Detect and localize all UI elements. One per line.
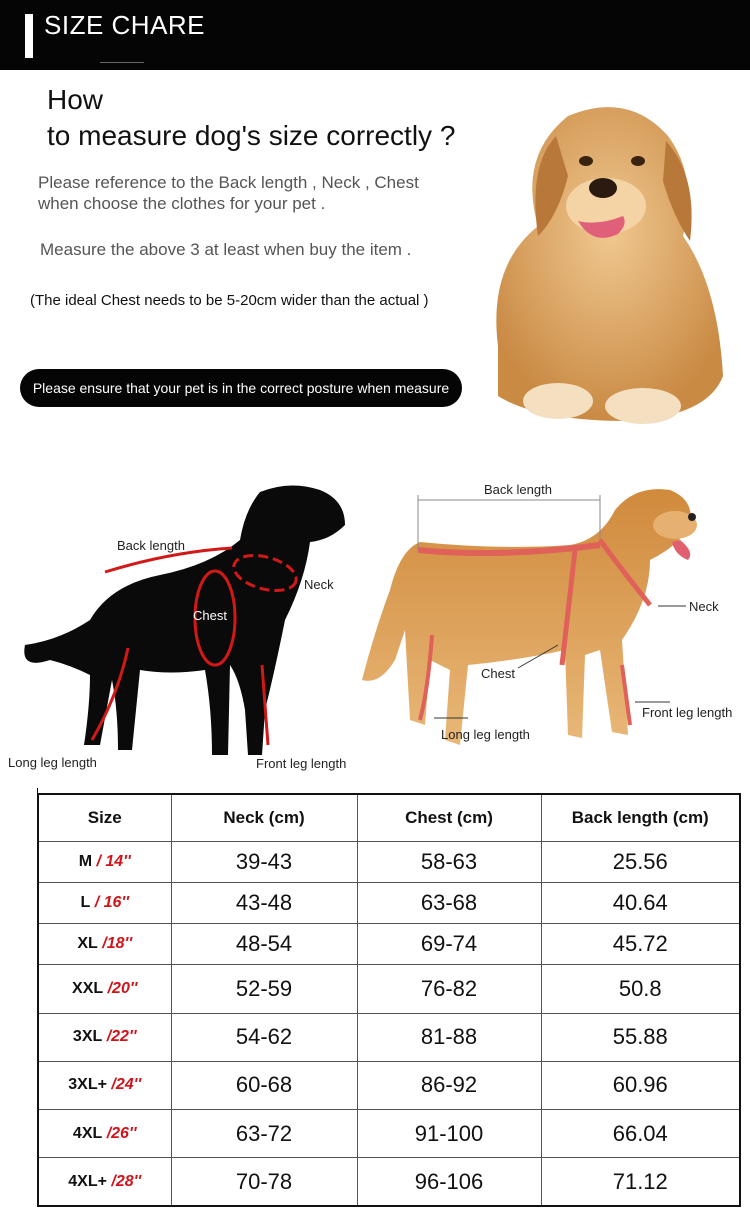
neck-cell: 39-43 xyxy=(171,842,357,883)
size-inch-label: /22'' xyxy=(102,1028,137,1046)
size-cell xyxy=(38,1013,171,1061)
size-cell xyxy=(38,965,171,1013)
size-label: M xyxy=(78,853,93,871)
neck-cell: 52-59 xyxy=(171,965,357,1013)
header-back-length: Back length (cm) xyxy=(541,794,740,842)
neck-cell: 48-54 xyxy=(171,924,357,965)
size-label: 3XL+ xyxy=(68,1076,107,1094)
left-back-length-label: Back length xyxy=(117,538,185,553)
back-length-cell: 71.12 xyxy=(541,1158,740,1206)
right-chest-label: Chest xyxy=(481,666,515,681)
header-bar xyxy=(0,0,750,70)
table-row xyxy=(38,924,740,965)
size-cell xyxy=(38,1061,171,1109)
chest-cell: 96-106 xyxy=(357,1158,541,1206)
chest-cell: 63-68 xyxy=(357,883,541,924)
table-header-row xyxy=(38,794,740,842)
chest-cell: 58-63 xyxy=(357,842,541,883)
size-inch-label: /28'' xyxy=(106,1172,142,1190)
reference-line1: Please reference to the Back length , Neck , Chest xyxy=(38,173,419,192)
measured-dog-diagram xyxy=(350,470,750,780)
size-chart-table-wrapper xyxy=(37,793,739,1207)
table-row xyxy=(38,1110,740,1158)
size-cell xyxy=(38,842,171,883)
size-cell xyxy=(38,1158,171,1206)
chest-cell: 86-92 xyxy=(357,1061,541,1109)
header-underline xyxy=(100,62,144,63)
reference-paragraph xyxy=(38,172,419,214)
left-long-leg-label: Long leg length xyxy=(8,755,97,770)
left-neck-label: Neck xyxy=(304,577,334,592)
golden-retriever-photo xyxy=(478,96,740,436)
back-length-cell: 50.8 xyxy=(541,965,740,1013)
header-neck: Neck (cm) xyxy=(171,794,357,842)
page-title: SIZE CHARE xyxy=(44,10,206,40)
size-cell xyxy=(38,1110,171,1158)
size-inch-label: /18'' xyxy=(97,935,133,953)
size-label: 4XL xyxy=(72,1124,103,1142)
size-cell xyxy=(38,924,171,965)
size-label: XL xyxy=(77,935,98,953)
posture-notice-pill: Please ensure that your pet is in the correct posture when measure xyxy=(20,369,462,407)
back-length-cell: 25.56 xyxy=(541,842,740,883)
size-label: 4XL+ xyxy=(68,1172,107,1190)
back-length-cell: 40.64 xyxy=(541,883,740,924)
table-row xyxy=(38,965,740,1013)
left-front-leg-label: Front leg length xyxy=(256,756,347,771)
neck-cell: 60-68 xyxy=(171,1061,357,1109)
header-chest: Chest (cm) xyxy=(357,794,541,842)
back-length-cell: 60.96 xyxy=(541,1061,740,1109)
back-length-cell: 66.04 xyxy=(541,1110,740,1158)
left-chest-label: Chest xyxy=(193,608,227,623)
dog-silhouette-diagram xyxy=(0,470,370,780)
table-row xyxy=(38,1013,740,1061)
size-label: 3XL xyxy=(72,1028,103,1046)
chest-cell: 91-100 xyxy=(357,1110,541,1158)
size-label: L xyxy=(80,894,91,912)
size-inch-label: / 14'' xyxy=(92,853,131,871)
back-length-cell: 45.72 xyxy=(541,924,740,965)
header-accent-bar xyxy=(25,14,33,58)
right-long-leg-label: Long leg length xyxy=(441,727,530,742)
table-row xyxy=(38,883,740,924)
how-heading-line2: to measure dog's size correctly ? xyxy=(47,120,456,151)
how-heading-line1: How xyxy=(47,84,104,115)
chest-note: (The ideal Chest needs to be 5-20cm wider than the actual ) xyxy=(30,292,429,309)
right-back-length-label: Back length xyxy=(484,482,552,497)
back-length-cell: 55.88 xyxy=(541,1013,740,1061)
table-row xyxy=(38,842,740,883)
neck-cell: 63-72 xyxy=(171,1110,357,1158)
neck-cell: 54-62 xyxy=(171,1013,357,1061)
size-inch-label: /26'' xyxy=(102,1124,137,1142)
table-row xyxy=(38,1158,740,1206)
chest-cell: 81-88 xyxy=(357,1013,541,1061)
neck-cell: 70-78 xyxy=(171,1158,357,1206)
measure-paragraph: Measure the above 3 at least when buy the item . xyxy=(40,240,412,259)
header-size: Size xyxy=(38,794,171,842)
size-inch-label: /24'' xyxy=(106,1076,142,1094)
size-inch-label: /20'' xyxy=(103,980,138,998)
neck-cell: 43-48 xyxy=(171,883,357,924)
chest-cell: 69-74 xyxy=(357,924,541,965)
size-chart-table xyxy=(37,793,741,1207)
chest-cell: 76-82 xyxy=(357,965,541,1013)
table-row xyxy=(38,1061,740,1109)
right-neck-label: Neck xyxy=(689,599,719,614)
right-front-leg-label: Front leg length xyxy=(642,705,733,720)
reference-line2: when choose the clothes for your pet . xyxy=(38,194,326,213)
size-cell xyxy=(38,883,171,924)
size-label: XXL xyxy=(72,980,104,998)
size-inch-label: / 16'' xyxy=(90,894,130,912)
